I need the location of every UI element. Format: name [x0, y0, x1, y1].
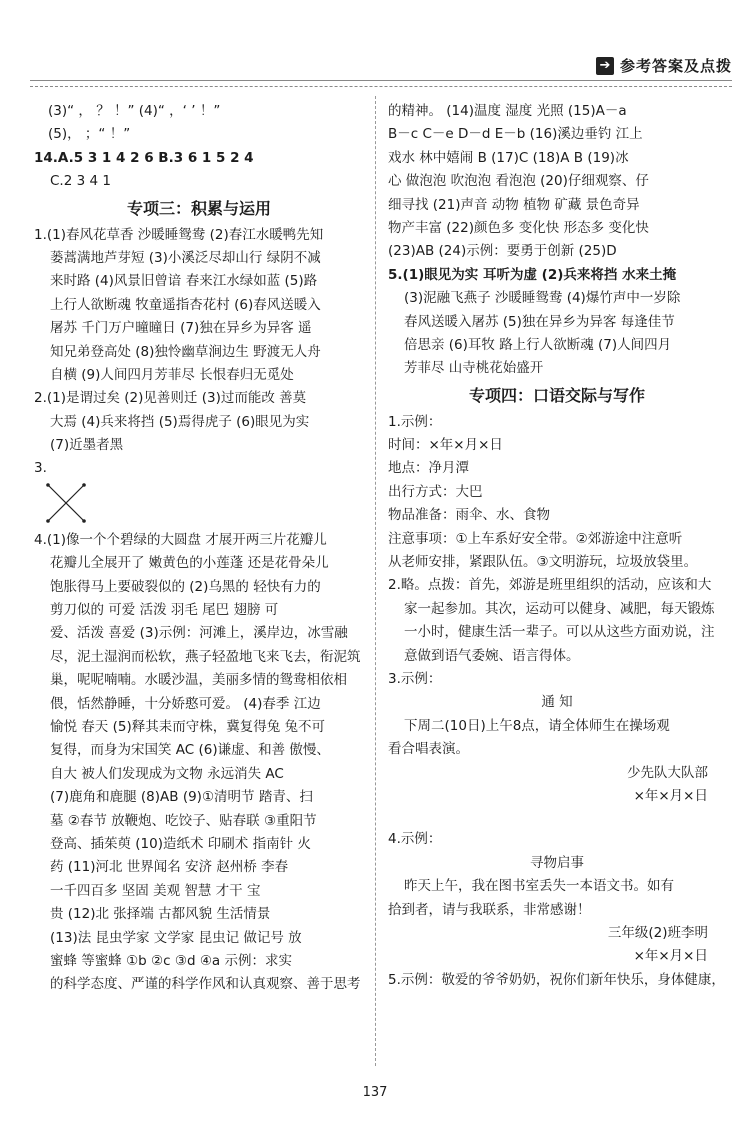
answer-line: 看合唱表演。 — [388, 741, 469, 758]
cross-lines-icon — [44, 481, 88, 525]
answer-line: 物产丰富 (22)颜色多 变化快 形态多 变化快 — [388, 219, 649, 236]
answer-line: 戏水 林中嬉闹 B (17)C (18)A B (19)冰 — [388, 149, 629, 166]
answer-line: 通 知 — [541, 694, 573, 711]
answer-line: 巢，呢呢喃喃。水暖沙温，美丽多情的鸳鸯相依相 — [50, 672, 347, 689]
answer-line: 5.(1)眼见为实 耳听为虚 (2)兵来将挡 水来土掩 — [388, 266, 677, 283]
answer-line: 下周二(10日)上午8点，请全体师生在操场观 — [404, 717, 670, 734]
answer-line: ×年×月×日 — [633, 787, 708, 804]
answer-line: 的科学态度、严谨的科学作风和认真观察、善于思考 — [50, 976, 361, 993]
answer-line: B－c C－e D－d E－b (16)溪边垂钓 江上 — [388, 126, 643, 143]
answer-line: 4.示例： — [388, 831, 442, 848]
answer-line: 登高、插茱萸 (10)造纸术 印刷术 指南针 火 — [50, 835, 311, 852]
answer-line: 屠苏 千门万户曈曈日 (7)独在异乡为异客 遥 — [50, 320, 312, 337]
answer-line: 从老师安排，紧跟队伍。③文明游玩，垃圾放袋里。 — [388, 554, 698, 571]
matching-cross-figure — [34, 481, 364, 529]
answer-line: 14.A.5 3 1 4 2 6 B.3 6 1 5 2 4 — [34, 149, 254, 166]
answer-line: (5)， ；“ ！” — [48, 126, 131, 143]
answer-line: 药 (11)河北 世界闻名 安济 赵州桥 李春 — [50, 859, 289, 876]
header-dotted-rule — [30, 86, 732, 87]
answer-line: 一千四百多 坚固 美观 智慧 才干 宝 — [50, 882, 261, 899]
answer-line: 出行方式：大巴 — [388, 483, 483, 500]
right-column — [388, 100, 726, 992]
answer-line: 尽，泥土湿润而松软，燕子轻盈地飞来飞去，衔泥筑 — [50, 648, 361, 665]
answer-line: 自横 (9)人间四月芳菲尽 长恨春归无觅处 — [50, 366, 294, 383]
answer-line: 知兄弟登高处 (8)独怜幽草涧边生 野渡无人舟 — [50, 343, 321, 360]
answer-line: (7)近墨者黑 — [50, 437, 124, 454]
answer-line: 的精神。 (14)温度 湿度 光照 (15)A－a — [388, 103, 627, 119]
answer-line: 2.(1)是谓过矣 (2)见善则迁 (3)过而能改 善莫 — [34, 390, 307, 407]
answer-line: 少先队大队部 — [627, 764, 708, 781]
column-divider — [375, 96, 376, 1066]
answer-line: 3. — [34, 460, 47, 477]
answer-line: 1.(1)春风花草香 沙暖睡鸳鸯 (2)春江水暖鸭先知 — [34, 226, 324, 243]
answer-line: 2.略。点拨：首先，郊游是班里组织的活动，应该和大 — [388, 577, 712, 594]
section-heading: 专项三：积累与运用 — [126, 198, 271, 218]
answer-line: 芳菲尽 山寺桃花始盛开 — [404, 360, 544, 377]
left-column — [34, 100, 364, 997]
answer-line: 花瓣儿全展开了 嫩黄色的小莲蓬 还是花骨朵儿 — [50, 555, 329, 572]
answer-line: 拾到者，请与我联系，非常感谢！ — [388, 901, 591, 918]
answer-line: 上行人欲断魂 牧童遥指杏花村 (6)春风送暖入 — [50, 296, 321, 313]
arrow-right-icon: ➔ — [596, 57, 614, 75]
answer-line: (3)泥融飞燕子 沙暖睡鸳鸯 (4)爆竹声中一岁除 — [404, 290, 681, 307]
answer-line: (7)鹿角和鹿腿 (8)AB (9)①清明节 踏青、扫 — [50, 789, 313, 806]
blank-space — [388, 808, 726, 828]
header-title: 参考答案及点拨 — [619, 57, 732, 75]
answer-line: (3)“ ， ？ ！” (4)“ ，‘ ’ ！” — [48, 103, 221, 119]
answer-line: (23)AB (24)示例：要勇于创新 (25)D — [388, 243, 617, 260]
answer-line: 昨天上午，我在图书室丢失一本语文书。如有 — [404, 878, 674, 895]
answer-line: 注意事项：①上车系好安全带。②郊游途中注意听 — [388, 530, 683, 547]
answer-line: ×年×月×日 — [633, 948, 708, 965]
answer-line: 复得，而身为宋国笑 AC (6)谦虚、和善 傲慢、 — [50, 742, 330, 759]
answer-line: 剪刀似的 可爱 活泼 羽毛 尾巴 翅膀 可 — [50, 602, 279, 619]
answer-line: (13)法 昆虫学家 文学家 昆虫记 做记号 放 — [50, 929, 302, 946]
answer-line: C.2 3 4 1 — [50, 173, 111, 190]
answer-line: 蜜蜂 等蜜蜂 ①b ②c ③d ④a 示例：求实 — [50, 952, 292, 969]
answer-line: 5.示例：敬爱的爷爷奶奶，祝你们新年快乐，身体健康， — [388, 971, 725, 988]
answer-line: 寻物启事 — [530, 854, 584, 871]
answer-line: 贵 (12)北 张择端 古都风貌 生活情景 — [50, 906, 271, 923]
answer-line: 家一起参加。其次，运动可以健身、减肥，每天锻炼 — [404, 600, 715, 617]
answer-line: 来时路 (4)风景旧曾谙 春来江水绿如蓝 (5)路 — [50, 273, 318, 290]
answer-line: 蒌蒿满地芦芽短 (3)小溪泛尽却山行 绿阴不减 — [50, 249, 321, 266]
page-header — [596, 55, 732, 76]
answer-line: 细寻找 (21)声音 动物 植物 矿藏 景色奇异 — [388, 196, 640, 213]
answer-line: 自大 被人们发现成为文物 永远消失 AC — [50, 765, 284, 782]
answer-line: 地点：净月潭 — [388, 460, 469, 477]
answer-line: 4.(1)像一个个碧绿的大圆盘 才展开两三片花瓣儿 — [34, 531, 327, 548]
answer-line: 爱、活泼 喜爱 (3)示例：河滩上，溪岸边，冰雪融 — [50, 625, 348, 642]
header-rule — [30, 80, 732, 81]
answer-line: 墓 ②春节 放鞭炮、吃饺子、贴春联 ③重阳节 — [50, 812, 317, 829]
answer-line: 意做到语气委婉、语言得体。 — [404, 647, 580, 664]
section-heading: 专项四：口语交际与写作 — [468, 385, 645, 405]
answer-line: 春风送暖入屠苏 (5)独在异乡为异客 每逢佳节 — [404, 313, 675, 330]
answer-line: 大焉 (4)兵来将挡 (5)焉得虎子 (6)眼见为实 — [50, 413, 310, 430]
answer-line: 愉悦 春天 (5)释其耒而守株，冀复得兔 兔不可 — [50, 718, 325, 735]
answer-line: 三年级(2)班李明 — [607, 924, 708, 941]
answer-line: 饱胀得马上要破裂似的 (2)乌黑的 轻快有力的 — [50, 578, 321, 595]
answer-line: 一小时，健康生活一辈子。可以从这些方面劝说，注 — [404, 624, 715, 641]
answer-line: 偎，恬然静睡，十分娇憨可爱。 (4)春季 江边 — [50, 695, 321, 712]
answer-line: 物品准备：雨伞、水、食物 — [388, 507, 550, 524]
answer-line: 心 做泡泡 吹泡泡 看泡泡 (20)仔细观察、仔 — [388, 173, 649, 190]
answer-line: 时间：×年×月×日 — [388, 437, 503, 454]
answer-line: 1.示例： — [388, 413, 442, 430]
answer-line: 倍思亲 (6)耳牧 路上行人欲断魂 (7)人间四月 — [404, 336, 672, 353]
page-number: 137 — [362, 1085, 388, 1100]
answer-line: 3.示例： — [388, 670, 442, 687]
